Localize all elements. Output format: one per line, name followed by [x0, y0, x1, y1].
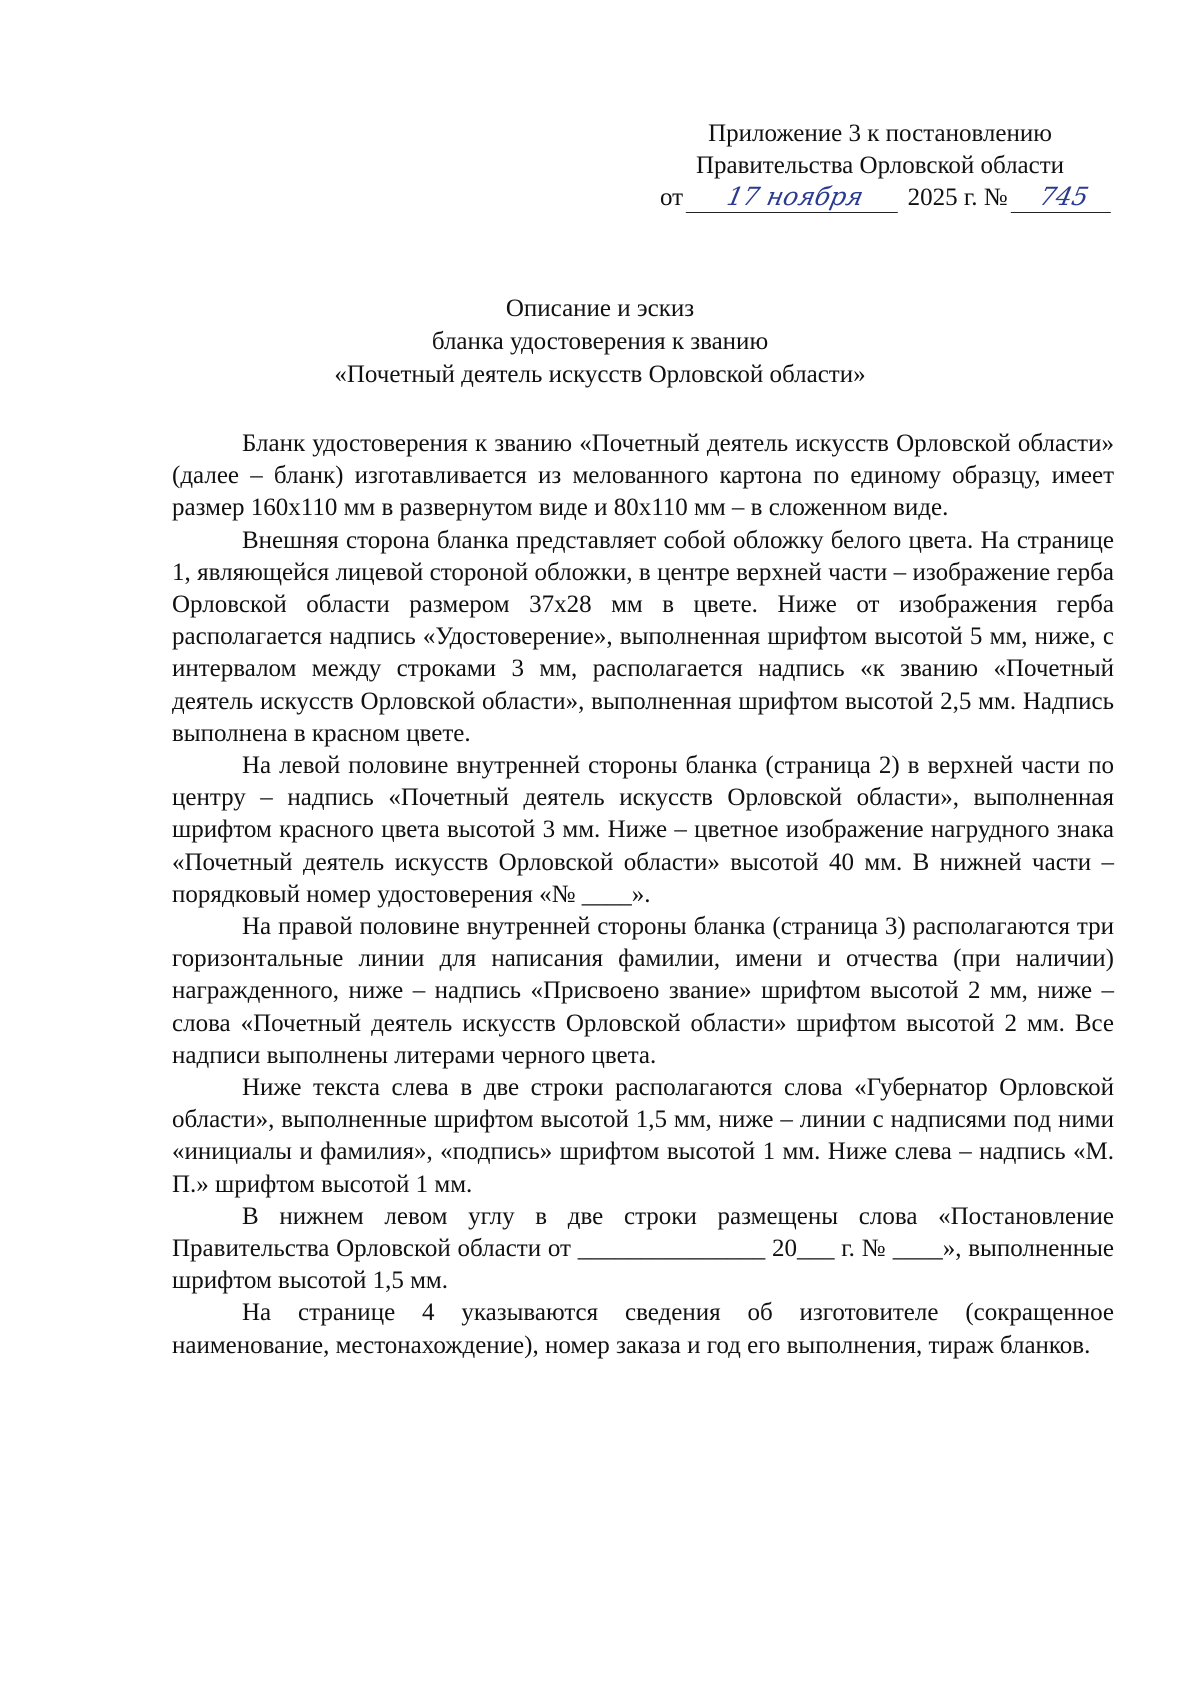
appendix-date-line [660, 182, 1100, 214]
document-title [0, 292, 1200, 391]
title-line-2: бланка удостоверения к званию [431, 328, 769, 355]
appendix-line-1: Приложение 3 к постановлению [708, 120, 1052, 147]
paragraph: На левой половине внутренней стороны бланка (страница 2) в верхней части по центру – надпись «Почетный деятель искусств Орловской области», выполненная шрифтом красного цвета высотой 3 мм. Ниже – цветное изображение нагрудного знака «Почетный деятель искусств Орловской области» высотой 40 мм. В нижней части – порядковый номер удостоверения «№ ____». [172, 752, 1114, 908]
title-line-3: «Почетный деятель искусств Орловской области» [334, 361, 866, 388]
paragraph: На странице 4 указываются сведения об изготовителе (сокращенное наименование, местонахождение), номер заказа и год его выполнения, тираж бланков. [172, 1299, 1114, 1359]
handwritten-date: 17 ноября [686, 182, 905, 213]
paragraph: В нижнем левом углу в две строки размещены слова «Постановление Правительства Орловской области от _______________ 20___ г. № ____», выполненные шрифтом высотой 1,5 мм. [172, 1202, 1114, 1295]
title-line-1: Описание и эскиз [505, 295, 695, 322]
appendix-header [660, 118, 1100, 214]
paragraph: Внешняя сторона бланка представляет собой обложку белого цвета. На странице 1, являющейся лицевой стороной обложки, в центре верхней части – изображение герба Орловской области размером 37х28 мм в цвете. Ниже от изображения герба располагается надпись «Удостоверение», выполненная шрифтом высотой 5 мм, ниже, с интервалом между строками 3 мм, располагается надпись «к званию «Почетный деятель искусств Орловской области», выполненная шрифтом высотой 2,5 мм. Надпись выполнена в красном цвете. [172, 526, 1114, 747]
year-and-number-label: 2025 г. № [907, 184, 1008, 211]
paragraph: На правой половине внутренней стороны бланка (страница 3) располагаются три горизонтальные линии для написания фамилии, имени и отчества (при наличии) награжденного, ниже – надпись «Присвоено звание» шрифтом высотой 2 мм, ниже – слова «Почетный деятель искусств Орловской области» шрифтом высотой 2 мм. Все надписи выполнены литерами черного цвета. [172, 913, 1114, 1069]
date-prefix: от [660, 184, 684, 211]
paragraph: Бланк удостоверения к званию «Почетный деятель искусств Орловской области» (далее – бланк) изготавливается из мелованного картона по единому образцу, имеет размер 160х110 мм в развернутом виде и 80х110 мм – в сложенном виде. [172, 430, 1114, 522]
handwritten-number: 745 [1011, 182, 1118, 213]
paragraph: Ниже текста слева в две строки располагаются слова «Губернатор Орловской области», выполненные шрифтом высотой 1,5 мм, ниже – линии с надписями под ними «инициалы и фамилия», «подпись» шрифтом высотой 1 мм. Ниже слева – надпись «М. П.» шрифтом высотой 1 мм. [172, 1074, 1114, 1198]
document-body [172, 428, 1114, 1362]
appendix-line-2: Правительства Орловской области [695, 152, 1065, 179]
